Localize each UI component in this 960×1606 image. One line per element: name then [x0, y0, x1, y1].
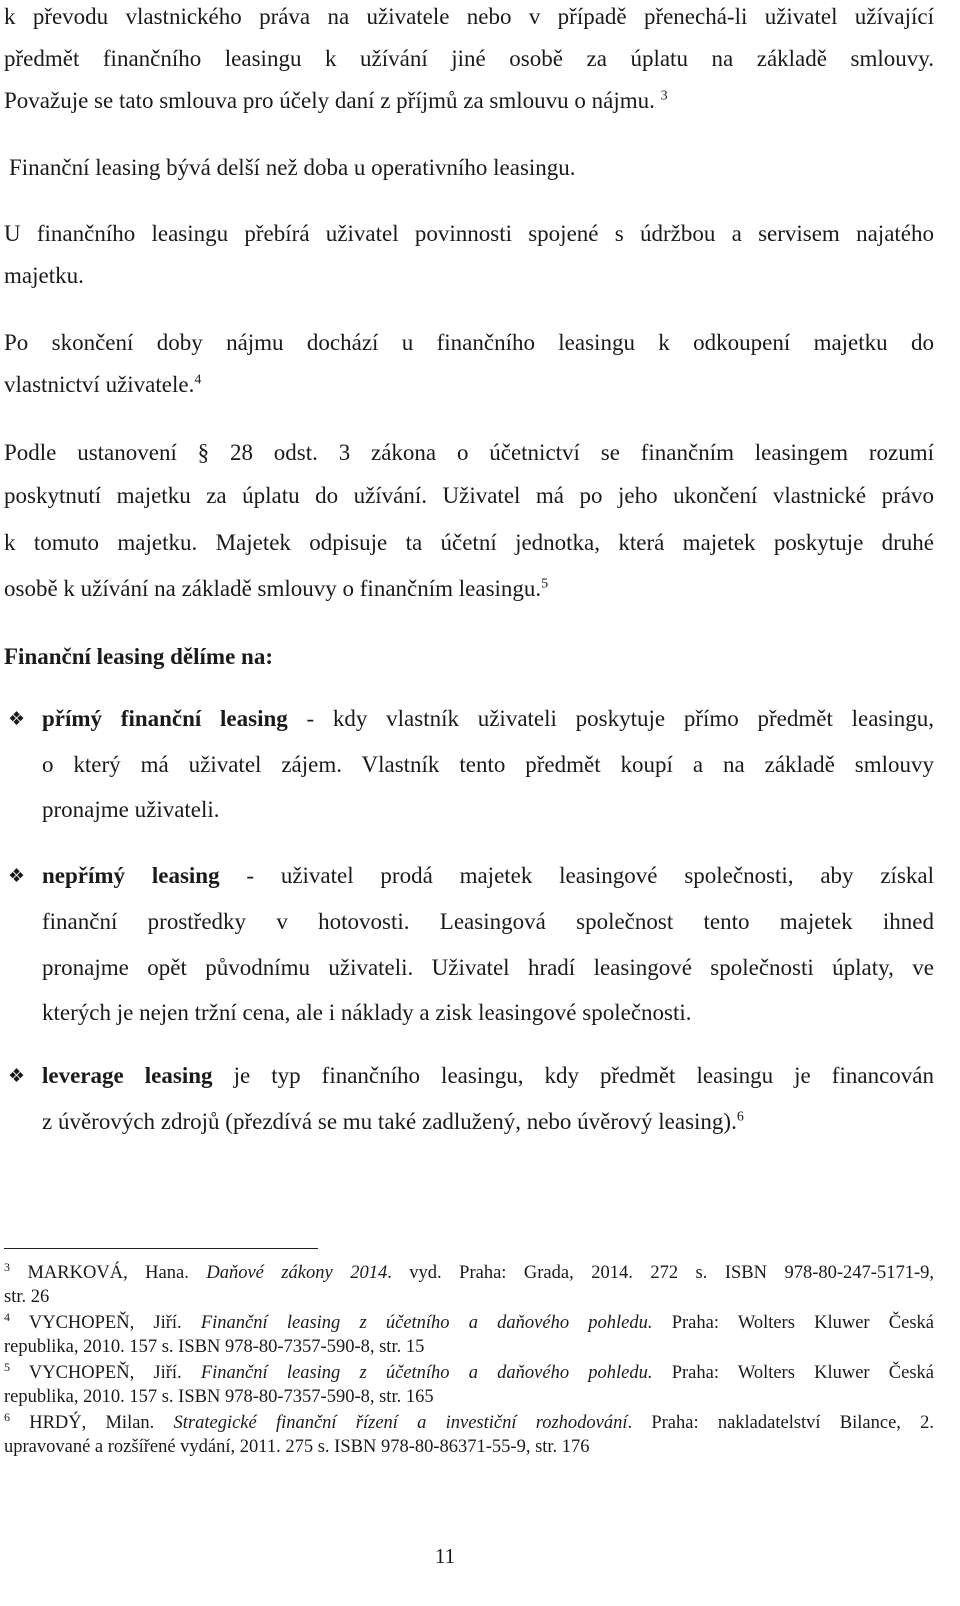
text-line: Považuje se tato smlouva pro účely daní z příjmů za smlouvu o nájmu. $^3$	[4, 88, 668, 113]
footnote: $^6$ HRDÝ, Milan. Strategické finanční řízení a investiční rozhodování. Praha: nakladatelství Bilance, 2.	[4, 1409, 934, 1433]
text-line: pronajme uživateli.	[42, 797, 220, 822]
text-line: majetku.	[4, 263, 84, 288]
text-line: kterých je nejen tržní cena, ale i náklady a zisk leasingové společnosti.	[42, 1000, 692, 1025]
text-line: leverage leasing je typ finančního leasingu, kdy předmět leasingu je financován	[42, 1063, 934, 1088]
footnote-cont: republika, 2010. 157 s. ISBN 978-80-7357-590-8, str. 165	[4, 1387, 434, 1407]
text-line: nepřímý leasing - uživatel prodá majetek leasingové společnosti, aby získal	[42, 863, 934, 888]
text-line: osobě k užívání na základě smlouvy o finančním leasingu.$^5$	[4, 576, 549, 601]
text-line: vlastnictví uživatele.$^4$	[4, 372, 202, 397]
diamond-bullet-icon: ❖	[8, 1065, 26, 1087]
text-line: o který má uživatel zájem. Vlastník tento předmět koupí a na základě smlouvy	[42, 752, 934, 777]
footnote-cont: upravované a rozšířené vydání, 2011. 275 s. ISBN 978-80-86371-55-9, str. 176	[4, 1437, 590, 1457]
footnote-ref: 3	[660, 88, 668, 104]
footnote-ref: 5	[541, 576, 549, 592]
text-line: z úvěrových zdrojů (přezdívá se mu také zadlužený, nebo úvěrový leasing).$^6$	[42, 1109, 744, 1134]
text-line: pronajme opět původnímu uživateli. Uživatel hradí leasingové společnosti úplaty, ve	[42, 955, 934, 980]
text-line: U finančního leasingu přebírá uživatel povinnosti spojené s údržbou a servisem najatého	[4, 221, 934, 246]
diamond-bullet-icon: ❖	[8, 865, 26, 887]
footnote: $^5$ VYCHOPEŇ, Jiří. Finanční leasing z účetního a daňového pohledu. Praha: Wolters Kluwer Česká	[4, 1359, 934, 1383]
footnote-separator	[4, 1248, 318, 1249]
footnote-cont: str. 26	[4, 1287, 50, 1307]
footnote: $^3$ MARKOVÁ, Hana. Daňové zákony 2014. vyd. Praha: Grada, 2014. 272 s. ISBN 978-80-247-5171-9,	[4, 1259, 935, 1283]
diamond-bullet-icon: ❖	[8, 708, 26, 730]
text-line: přímý finanční leasing - kdy vlastník uživateli poskytuje přímo předmět leasingu,	[42, 706, 934, 731]
text-line: předmět finančního leasingu k užívání jiné osobě za úplatu na základě smlouvy.	[4, 46, 934, 71]
page-number: 11	[434, 1544, 456, 1568]
footnote-ref: 4	[194, 372, 202, 388]
section-heading: Finanční leasing dělíme na:	[4, 644, 273, 669]
footnote: $^4$ VYCHOPEŇ, Jiří. Finanční leasing z účetního a daňového pohledu. Praha: Wolters Kluwer Česká	[4, 1309, 934, 1333]
text-line: k tomuto majetku. Majetek odpisuje ta účetní jednotka, která majetek poskytuje druhé	[4, 530, 934, 555]
text-line: poskytnutí majetku za úplatu do užívání. Uživatel má po jeho ukončení vlastnické právo	[4, 483, 934, 508]
footnote-cont: republika, 2010. 157 s. ISBN 978-80-7357-590-8, str. 15	[4, 1337, 425, 1357]
text-line: k převodu vlastnického práva na uživatele nebo v případě přenechá-li uživatel užívající	[4, 4, 934, 29]
paragraph: Finanční leasing bývá delší než doba u operativního leasingu.	[9, 155, 576, 180]
text-line: finanční prostředky v hotovosti. Leasingová společnost tento majetek ihned	[42, 909, 934, 934]
text-line: Po skončení doby nájmu dochází u finančního leasingu k odkoupení majetku do	[4, 330, 934, 355]
text-line: Podle ustanovení § 28 odst. 3 zákona o účetnictví se finančním leasingem rozumí	[4, 440, 934, 465]
footnote-ref: 6	[736, 1109, 744, 1125]
